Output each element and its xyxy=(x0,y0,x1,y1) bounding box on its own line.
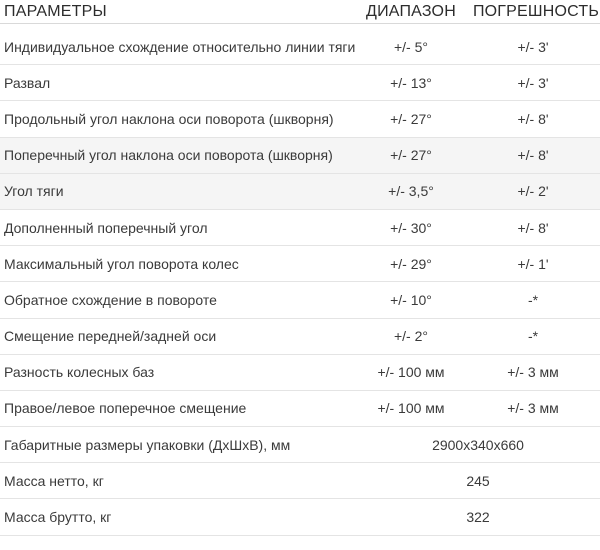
header-range: ДИАПАЗОН xyxy=(366,2,456,20)
row-range: +/- 10° xyxy=(390,291,432,308)
row-param: Смещение передней/задней оси xyxy=(4,328,217,345)
row-param: Развал xyxy=(4,74,51,91)
row-error: -* xyxy=(527,328,539,345)
row-range: +/- 2° xyxy=(393,328,428,345)
row-value: 2900x340x660 xyxy=(432,436,524,453)
row-range: +/- 27° xyxy=(390,147,432,164)
row-param: Максимальный угол поворота колес xyxy=(4,255,239,272)
table-row xyxy=(0,29,600,65)
row-error: +/- 8' xyxy=(517,219,549,236)
table-row xyxy=(0,355,600,391)
row-range: +/- 100 мм xyxy=(377,400,445,417)
row-error: +/- 3' xyxy=(517,74,549,91)
row-range: +/- 3,5° xyxy=(388,183,434,200)
header-error: ПОГРЕШНОСТЬ xyxy=(472,2,600,20)
table-row xyxy=(0,174,600,210)
row-param: Угол тяги xyxy=(4,183,64,200)
row-range: +/- 100 мм xyxy=(377,364,445,381)
row-param: Масса брутто, кг xyxy=(4,509,112,526)
row-param: Поперечный угол наклона оси поворота (шкворня) xyxy=(4,147,333,164)
table-row xyxy=(0,65,600,101)
row-param: Масса нетто, кг xyxy=(4,472,104,489)
table-row xyxy=(0,319,600,355)
row-value: 245 xyxy=(466,472,490,489)
row-range: +/- 5° xyxy=(393,38,428,55)
row-param: Разность колесных баз xyxy=(4,364,155,381)
row-param: Индивидуальное схождение относительно линии тяги xyxy=(4,38,356,55)
table-row xyxy=(0,138,600,174)
row-value: 322 xyxy=(466,509,490,526)
row-param: Правое/левое поперечное смещение xyxy=(4,400,247,417)
row-param: Обратное схождение в повороте xyxy=(4,291,217,308)
row-param: Габаритные размеры упаковки (ДхШхВ), мм xyxy=(4,436,291,453)
row-range: +/- 13° xyxy=(390,74,432,91)
table-row xyxy=(0,391,600,427)
table-row xyxy=(0,210,600,246)
row-param: Дополненный поперечный угол xyxy=(4,219,208,236)
row-range: +/- 29° xyxy=(390,255,432,272)
table-row xyxy=(0,427,600,463)
table-row xyxy=(0,101,600,137)
header-param: ПАРАМЕТРЫ xyxy=(4,2,107,20)
row-error: +/- 1' xyxy=(517,255,549,272)
row-error: +/- 3 мм xyxy=(507,364,559,381)
row-error: +/- 3' xyxy=(517,38,549,55)
row-error: +/- 3 мм xyxy=(507,400,559,417)
table-row xyxy=(0,282,600,318)
table-row xyxy=(0,246,600,282)
row-range: +/- 27° xyxy=(390,110,432,127)
row-error: +/- 2' xyxy=(517,183,549,200)
table-header xyxy=(0,0,600,24)
row-error: -* xyxy=(527,291,539,308)
row-error: +/- 8' xyxy=(517,110,549,127)
table-row xyxy=(0,463,600,499)
table-row xyxy=(0,499,600,535)
row-param: Продольный угол наклона оси поворота (шкворня) xyxy=(4,110,334,127)
row-error: +/- 8' xyxy=(517,147,549,164)
row-range: +/- 30° xyxy=(390,219,432,236)
